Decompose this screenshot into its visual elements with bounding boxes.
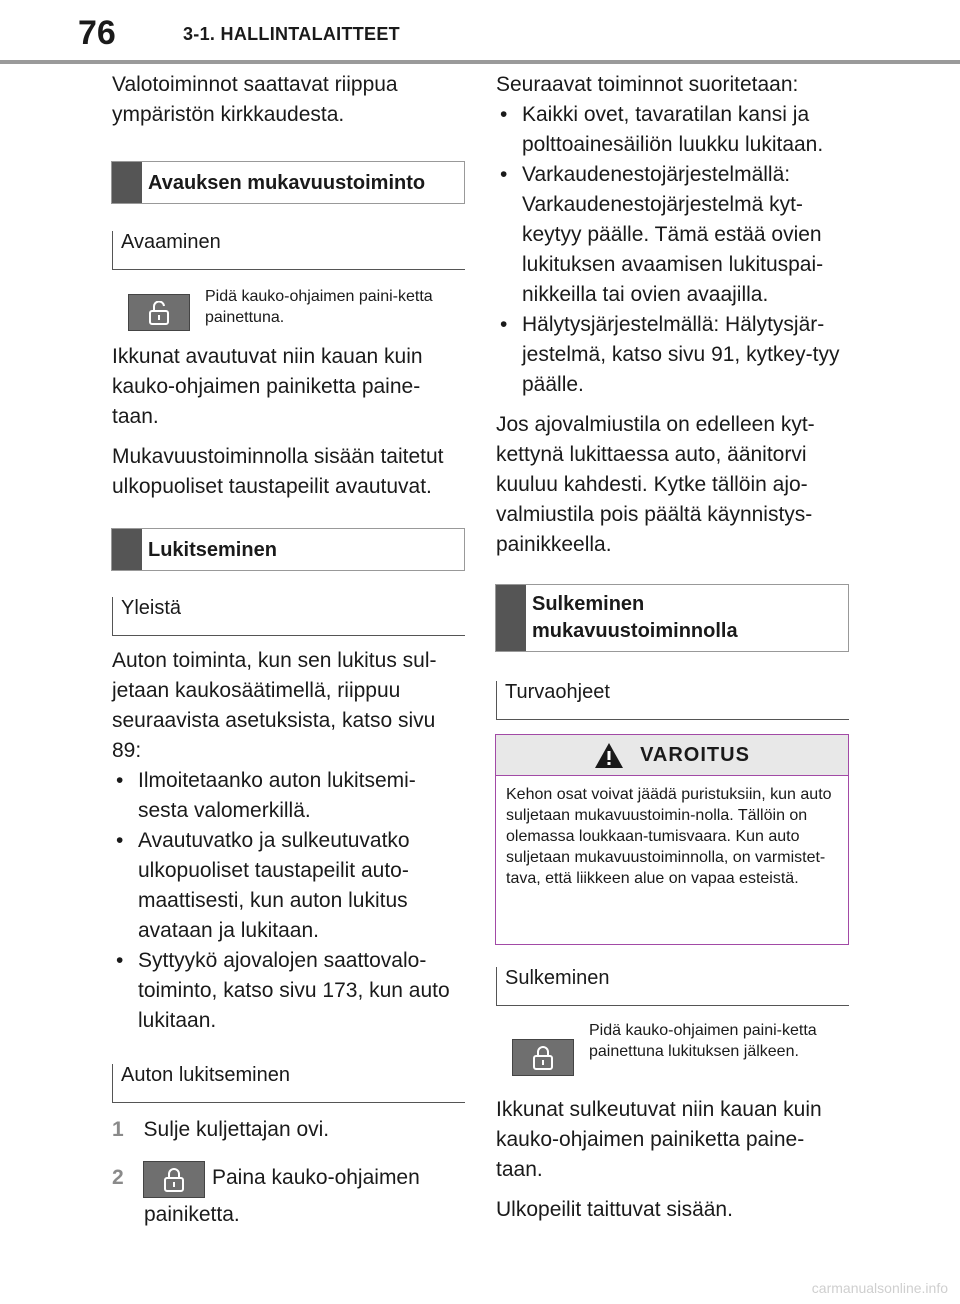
subheading-safety: Turvaohjeet <box>496 681 849 720</box>
section-title: Lukitseminen <box>148 539 277 561</box>
paragraph: Auton toiminta, kun sen lukitus sul-jetaan kaukosäätimellä, riippuu seuraavista asetuksista, katso sivu 89: <box>112 649 437 762</box>
step-text: Sulje kuljettajan ovi. <box>143 1118 330 1141</box>
paragraph: Ikkunat avautuvat niin kauan kuin kauko-ohjaimen painiketta paine-taan. <box>112 345 423 428</box>
list-item: • Hälytysjärjestelmällä: Hälytysjär-jestelmä, katso sivu 91, kytkey-tyy päälle. <box>496 310 848 400</box>
list-item: • Syttyykö ajovalojen saattovalo-toiminto, katso sivu 173, kun auto lukitaan. <box>112 946 464 1036</box>
left-intro-block <box>112 70 464 130</box>
list-item: • Ilmoitetaanko auton lukitsemi-sesta valomerkillä. <box>112 766 464 826</box>
footer-watermark: carmanualsonline.info <box>811 1280 948 1296</box>
lock-icon <box>143 1161 205 1198</box>
subheading-open: Avaaminen <box>112 231 465 270</box>
step-number: 2 <box>112 1166 124 1189</box>
step-2 <box>112 1163 124 1193</box>
list-item: • Varkaudenestojärjestelmällä: Varkaudenestojärjestelmä kyt-keytyy päälle. Tämä estää ovien lukituksen avaamisen lukituspai-nikkeilla tai ovien avaajilla. <box>496 160 848 310</box>
step-number: 1 <box>112 1118 124 1141</box>
warning-header <box>496 735 848 776</box>
list-item: • Kaikki ovet, tavaratilan kansi ja polttoainesäiliön luukku lukitaan. <box>496 100 848 160</box>
warning-title: VAROITUS <box>640 743 750 766</box>
page-number: 76 <box>78 14 116 52</box>
left-general-block <box>112 646 464 1036</box>
subheading-car-locking: Auton lukitseminen <box>112 1064 465 1103</box>
right-paras-2 <box>496 1095 848 1225</box>
paragraph: Ulkopeilit taittuvat sisään. <box>496 1198 733 1221</box>
step-1 <box>112 1115 329 1145</box>
chapter-title: 3-1. HALLINTALAITTEET <box>183 24 400 44</box>
step-2-text-a: Paina kauko-ohjaimen <box>212 1166 420 1189</box>
right-intro-block <box>496 70 848 560</box>
warning-text: Kehon osat voivat jäädä puristuksiin, kun auto suljetaan mukavuustoimin-nolla. Tällöin on olemassa loukkaan-tumisvaara. Kun auto suljetaan mukavuustoiminnolla, on varmistet-tava, että liikkeen alue on vapaa esteistä. <box>506 786 832 887</box>
section-title: Sulkeminen mukavuustoiminnolla <box>532 593 738 642</box>
list-item: • Avautuvatko ja sulkeutuvatko ulkopuoliset taustapeilit auto-maattisesti, kun auton lukitus avataan ja lukitaan. <box>112 826 464 946</box>
lock-icon <box>512 1039 574 1076</box>
paragraph: Ikkunat sulkeutuvat niin kauan kuin kauko-ohjaimen painiketta paine-taan. <box>496 1098 822 1181</box>
paragraph: Seuraavat toiminnot suoritetaan: <box>496 73 799 96</box>
step-2-text-b: painiketta. <box>144 1203 240 1226</box>
section-header-comfort-open <box>111 161 465 204</box>
subheading-closing: Sulkeminen <box>496 967 849 1006</box>
left-paras-1 <box>112 342 464 502</box>
warning-icon <box>594 742 624 769</box>
left-intro: Valotoiminnot saattavat riippua ympäristön kirkkaudesta. <box>112 73 398 126</box>
section-title: Avauksen mukavuustoiminto <box>148 172 426 194</box>
header-rule <box>0 60 960 64</box>
section-header-comfort-close <box>495 584 849 652</box>
paragraph: Jos ajovalmiustila on edelleen kyt-kettynä lukittaessa auto, äänitorvi kuuluu kahdesti. Kytke tällöin ajo-valmiustila pois päältä käynnistys-painikkeella. <box>496 413 815 556</box>
warning-box <box>495 734 849 945</box>
paragraph: Mukavuustoiminnolla sisään taitetut ulkopuoliset taustapeilit avautuvat. <box>112 445 444 498</box>
close-note: Pidä kauko-ohjaimen paini-ketta painettuna lukituksen jälkeen. <box>589 1022 817 1060</box>
subheading-general: Yleistä <box>112 597 465 636</box>
unlock-icon <box>128 294 190 331</box>
section-header-locking <box>111 528 465 571</box>
open-note: Pidä kauko-ohjaimen paini-ketta painettuna. <box>205 288 433 326</box>
